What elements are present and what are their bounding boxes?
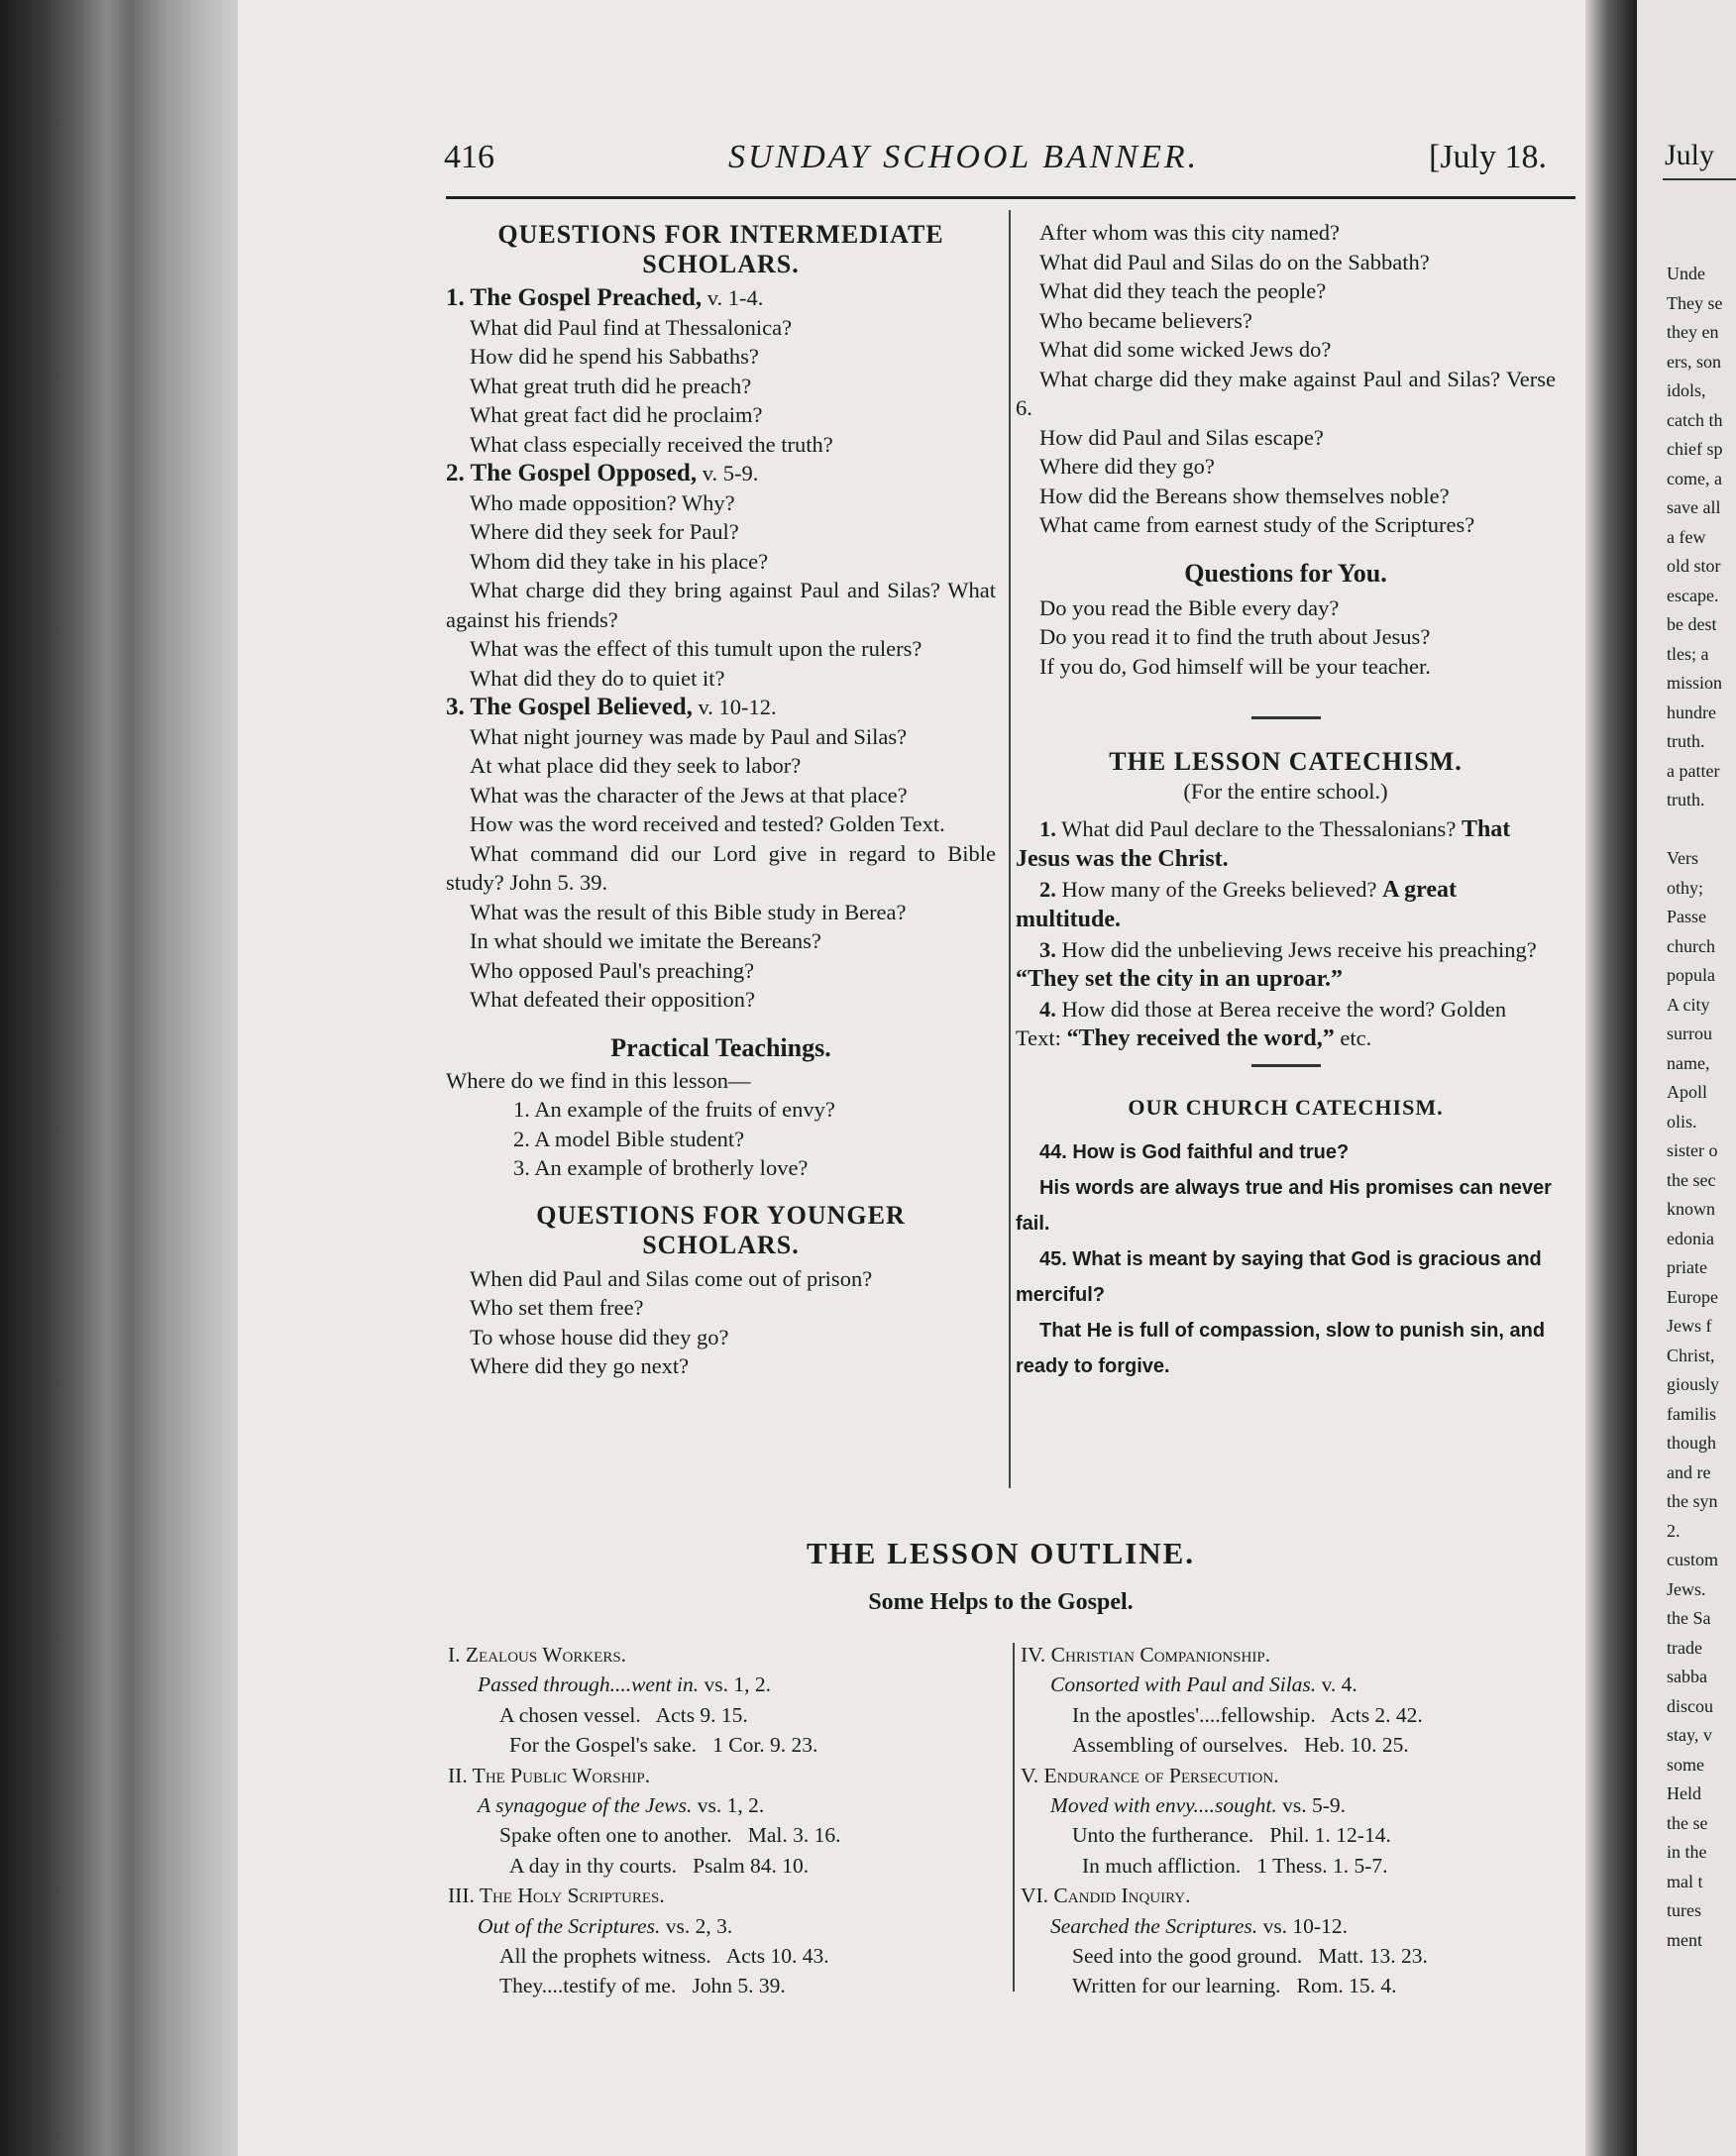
section-2-title: 2. The Gospel Opposed,	[446, 460, 698, 486]
facing-page-line: surrou	[1667, 1024, 1712, 1043]
question: How did the Bereans show themselves noble?	[1039, 483, 1450, 508]
outline-ref: All the prophets witness. Acts 10. 43.	[499, 1944, 829, 1969]
question: What did they teach the people?	[1039, 278, 1327, 303]
question: What great fact did he proclaim?	[470, 402, 763, 427]
facing-page-line: edonia	[1667, 1228, 1714, 1248]
question: Whom did they take in his place?	[470, 548, 769, 574]
facing-page-line: sabba	[1667, 1667, 1707, 1686]
question: What did they do to quiet it?	[470, 665, 725, 691]
facing-page-line: Apoll	[1667, 1082, 1708, 1102]
facing-page-line: old stor	[1667, 556, 1721, 576]
practical-item: 1. An example of the fruits of envy?	[513, 1097, 835, 1122]
facing-page-line: Unde	[1667, 264, 1705, 283]
question: How did Paul and Silas escape?	[1039, 424, 1324, 450]
outline-subref: vs. 10-12.	[1262, 1913, 1348, 1938]
question: What did some wicked Jews do?	[1039, 337, 1332, 362]
facing-page-line: mission	[1667, 673, 1723, 693]
catechism-item	[1016, 875, 1556, 935]
facing-page-line: giously	[1667, 1374, 1720, 1394]
church-question: 45. What is meant by saying that God is gracious and merciful?	[1016, 1247, 1542, 1306]
facing-page-line: a few	[1667, 526, 1706, 547]
outline-left	[448, 1640, 1003, 2001]
outline-subref: v. 4.	[1321, 1672, 1357, 1697]
facing-page-line: Passe	[1667, 907, 1706, 926]
facing-page-line: hundre	[1667, 701, 1716, 722]
book-edge	[0, 0, 238, 2156]
question: Where did they go?	[1039, 454, 1215, 479]
question: Who made opposition? Why?	[470, 489, 735, 515]
question: After whom was this city named?	[1039, 220, 1341, 245]
header-rule	[446, 196, 1575, 199]
facing-page-line: a patter	[1667, 760, 1720, 781]
facing-page-line: truth.	[1667, 790, 1705, 809]
outline-head: I. Zealous Workers.	[448, 1643, 627, 1667]
catechism-answer: “They received the word,”	[1066, 1025, 1335, 1051]
outline-sub: A synagogue of the Jews.	[478, 1793, 693, 1818]
younger-heading: QUESTIONS FOR YOUNGER SCHOLARS.	[536, 1200, 906, 1259]
column-divider	[1009, 210, 1011, 1488]
outline-ref: Seed into the good ground. Matt. 13. 23.	[1072, 1944, 1428, 1969]
catechism-number: 2.	[1039, 876, 1056, 902]
outline-head: II. The Public Worship.	[448, 1763, 651, 1787]
facing-page-line: be dest	[1667, 614, 1717, 634]
question: What did Paul and Silas do on the Sabbath?	[1039, 249, 1430, 274]
facing-page-line: they en	[1667, 322, 1719, 342]
question: What did Paul find at Thessalonica?	[470, 314, 793, 340]
catechism-number: 3.	[1039, 936, 1056, 962]
outline-subref: vs. 1, 2.	[697, 1793, 765, 1818]
outline-sub: Searched the Scriptures.	[1050, 1913, 1258, 1938]
facing-page-line: in the	[1667, 1842, 1707, 1862]
facing-page-header: July	[1665, 139, 1715, 171]
outline-ref: Unto the furtherance. Phil. 1. 12-14.	[1072, 1823, 1391, 1848]
question: Do you read the Bible every day?	[1039, 594, 1340, 620]
question: Who became believers?	[1039, 307, 1252, 333]
outline-ref: In much affliction. 1 Thess. 1. 5-7.	[1082, 1853, 1388, 1878]
catechism-question: What did Paul declare to the Thessalonians?	[1061, 815, 1457, 841]
question: What charge did they make against Paul and Silas? Verse 6.	[1016, 366, 1556, 420]
facing-page-line: familis	[1667, 1403, 1716, 1424]
question: How was the word received and tested? Golden Text.	[470, 811, 945, 836]
facing-page-line: the se	[1667, 1812, 1708, 1833]
outline-subref: vs. 1, 2.	[704, 1672, 772, 1697]
facing-page	[1637, 0, 1736, 2156]
section-3-title: 3. The Gospel Believed,	[446, 694, 693, 720]
question: Who set them free?	[470, 1295, 644, 1320]
question: What was the effect of this tumult upon the rulers?	[470, 636, 922, 661]
facing-page-line: Vers	[1667, 848, 1698, 868]
outline-ref: They....testify of me. John 5. 39.	[499, 1974, 786, 1998]
running-date: [July 18.	[1429, 139, 1547, 175]
catechism-number: 1.	[1039, 815, 1056, 841]
question: Where did they seek for Paul?	[470, 519, 739, 544]
catechism-answer: “They set the city in an uproar.”	[1016, 966, 1344, 992]
outline-sub: Consorted with Paul and Silas.	[1050, 1672, 1317, 1697]
facing-page-line: Christ,	[1667, 1345, 1715, 1365]
facing-page-line: save all	[1667, 497, 1721, 517]
catechism-question: How many of the Greeks believed?	[1061, 876, 1377, 902]
lesson-catechism-heading: THE LESSON CATECHISM.	[1109, 747, 1463, 776]
section-1-ref: v. 1-4.	[706, 285, 764, 310]
catechism-item	[1016, 814, 1556, 875]
facing-page-line: the sec	[1667, 1169, 1716, 1190]
page-gutter	[1585, 0, 1637, 2156]
catechism-item	[1016, 995, 1556, 1054]
church-question: 44. How is God faithful and true?	[1039, 1140, 1350, 1163]
facing-page-line: olis.	[1667, 1111, 1697, 1132]
facing-page-line: trade	[1667, 1637, 1702, 1658]
facing-page-line: Jews.	[1667, 1578, 1706, 1599]
outline-ref: For the Gospel's sake. 1 Cor. 9. 23.	[509, 1733, 818, 1758]
outline-subref: vs. 5-9.	[1282, 1793, 1346, 1818]
facing-page-rule	[1663, 178, 1736, 180]
outline-head: III. The Holy Scriptures.	[448, 1884, 665, 1908]
facing-page-line: come, a	[1667, 468, 1722, 488]
facing-page-line: truth.	[1667, 731, 1705, 751]
facing-page-line: They se	[1667, 292, 1723, 313]
facing-page-line: ment	[1667, 1929, 1702, 1950]
facing-page-line: A city	[1667, 994, 1710, 1015]
catechism-tail: etc.	[1340, 1025, 1372, 1050]
lesson-catechism-subheading: (For the entire school.)	[1183, 779, 1388, 804]
church-answer: That He is full of compassion, slow to punish sin, and ready to forgive.	[1016, 1319, 1546, 1377]
practical-item: 3. An example of brotherly love?	[513, 1155, 809, 1180]
intermediate-heading: QUESTIONS FOR INTERMEDIATE SCHOLARS.	[497, 220, 944, 278]
question: What came from earnest study of the Scriptures?	[1039, 512, 1475, 537]
facing-page-text	[1667, 260, 1722, 1955]
question: In what should we imitate the Bereans?	[470, 928, 821, 953]
facing-page-line: though	[1667, 1433, 1717, 1453]
facing-page-line: popula	[1667, 965, 1715, 985]
facing-page-line: catch th	[1667, 409, 1723, 430]
outline-ref: In the apostles'....fellowship. Acts 2. 42.	[1072, 1702, 1423, 1727]
facing-page-line: custom	[1667, 1550, 1718, 1569]
outline-sub: Moved with envy....sought.	[1050, 1793, 1277, 1818]
outline-right	[1021, 1640, 1575, 2001]
outline-subref: vs. 2, 3.	[665, 1913, 733, 1938]
question: What great truth did he preach?	[470, 373, 752, 398]
facing-page-line: mal t	[1667, 1871, 1703, 1891]
outline-head: V. Endurance of Persecution.	[1021, 1763, 1279, 1787]
question: What charge did they bring against Paul and Silas? What against his friends?	[446, 578, 996, 632]
facing-page-line: church	[1667, 935, 1715, 956]
section-rule	[1251, 716, 1321, 719]
catechism-number: 4.	[1039, 996, 1056, 1022]
outline-sub: Passed through....went in.	[478, 1672, 700, 1697]
outline-head: VI. Candid Inquiry.	[1021, 1884, 1191, 1908]
facing-page-line: escape.	[1667, 585, 1719, 605]
facing-page-line: discou	[1667, 1695, 1713, 1716]
outline-sub: Out of the Scriptures.	[478, 1913, 661, 1938]
facing-page-line: tures	[1667, 1900, 1701, 1920]
catechism-answer: That Jesus was the Christ.	[1016, 815, 1511, 872]
facing-page-line: Held	[1667, 1783, 1701, 1803]
catechism-question: How did those at Berea receive the word? Golden Text:	[1016, 996, 1507, 1050]
section-rule	[1251, 1064, 1321, 1067]
outline-head: IV. Christian Companionship.	[1021, 1643, 1271, 1667]
facing-page-line: 2.	[1667, 1520, 1681, 1541]
section-3-ref: v. 10-12.	[698, 695, 777, 719]
question: At what place did they seek to labor?	[470, 753, 802, 778]
church-catechism-heading: OUR CHURCH CATECHISM.	[1128, 1094, 1444, 1120]
question: If you do, God himself will be your teacher.	[1039, 653, 1431, 679]
facing-page-line: idols,	[1667, 380, 1706, 400]
facing-page-line	[1667, 815, 1722, 845]
facing-page-line: the Sa	[1667, 1608, 1711, 1628]
section-1-title: 1. The Gospel Preached,	[446, 284, 703, 311]
facing-page-line: some	[1667, 1754, 1704, 1775]
question: What night journey was made by Paul and Silas?	[470, 723, 908, 749]
running-title: SUNDAY SCHOOL BANNER.	[728, 139, 1200, 175]
facing-page-line: sister o	[1667, 1140, 1718, 1160]
question: How did he spend his Sabbaths?	[470, 344, 759, 369]
catechism-item	[1016, 935, 1556, 995]
question: What was the character of the Jews at that place?	[470, 782, 908, 808]
facing-page-line: and re	[1667, 1461, 1711, 1482]
outline-ref: A day in thy courts. Psalm 84. 10.	[509, 1853, 810, 1878]
practical-intro: Where do we find in this lesson—	[446, 1067, 751, 1093]
facing-page-line: stay, v	[1667, 1725, 1712, 1745]
question: What was the result of this Bible study in Berea?	[470, 899, 907, 924]
left-column	[446, 220, 996, 1381]
facing-page-line: the syn	[1667, 1491, 1718, 1511]
facing-page-line: tles; a	[1667, 643, 1709, 664]
question: What defeated their opposition?	[470, 987, 756, 1012]
outline-ref: A chosen vessel. Acts 9. 15.	[499, 1702, 748, 1727]
outline-subheading: Some Helps to the Gospel.	[868, 1589, 1134, 1615]
question: What class especially received the truth?	[470, 431, 833, 457]
question: Who opposed Paul's preaching?	[470, 957, 755, 983]
practical-heading: Practical Teachings.	[610, 1032, 831, 1062]
facing-page-line: chief sp	[1667, 439, 1723, 459]
facing-page-line: othy;	[1667, 877, 1704, 898]
question: What command did our Lord give in regard to Bible study? John 5. 39.	[446, 840, 996, 895]
practical-item: 2. A model Bible student?	[513, 1126, 745, 1151]
facing-page-line: priate	[1667, 1257, 1707, 1277]
outline-ref: Spake often one to another. Mal. 3. 16.	[499, 1823, 841, 1848]
section-2-ref: v. 5-9.	[702, 461, 759, 485]
church-answer: His words are always true and His promises can never fail.	[1016, 1176, 1552, 1235]
facing-page-line: ers, son	[1667, 351, 1721, 372]
catechism-question: How did the unbelieving Jews receive his preaching?	[1061, 936, 1537, 962]
catechism-answer: A great multitude.	[1016, 876, 1458, 932]
for-you-heading: Questions for You.	[1184, 558, 1387, 588]
question: Where did they go next?	[470, 1353, 690, 1378]
right-column	[1016, 218, 1556, 1384]
facing-page-line: known	[1667, 1199, 1715, 1219]
facing-page-line: name,	[1667, 1052, 1710, 1073]
outline-heading: THE LESSON OUTLINE.	[806, 1536, 1196, 1570]
page-number: 416	[444, 139, 494, 175]
facing-page-line: Jews f	[1667, 1316, 1712, 1336]
outline-ref: Assembling of ourselves. Heb. 10. 25.	[1072, 1733, 1409, 1758]
outline-divider	[1013, 1643, 1015, 1992]
question: Do you read it to find the truth about Jesus?	[1039, 624, 1431, 649]
question: When did Paul and Silas come out of prison?	[470, 1265, 873, 1291]
facing-page-line: Europe	[1667, 1286, 1718, 1307]
outline-ref: Written for our learning. Rom. 15. 4.	[1072, 1974, 1397, 1998]
question: To whose house did they go?	[470, 1324, 729, 1349]
